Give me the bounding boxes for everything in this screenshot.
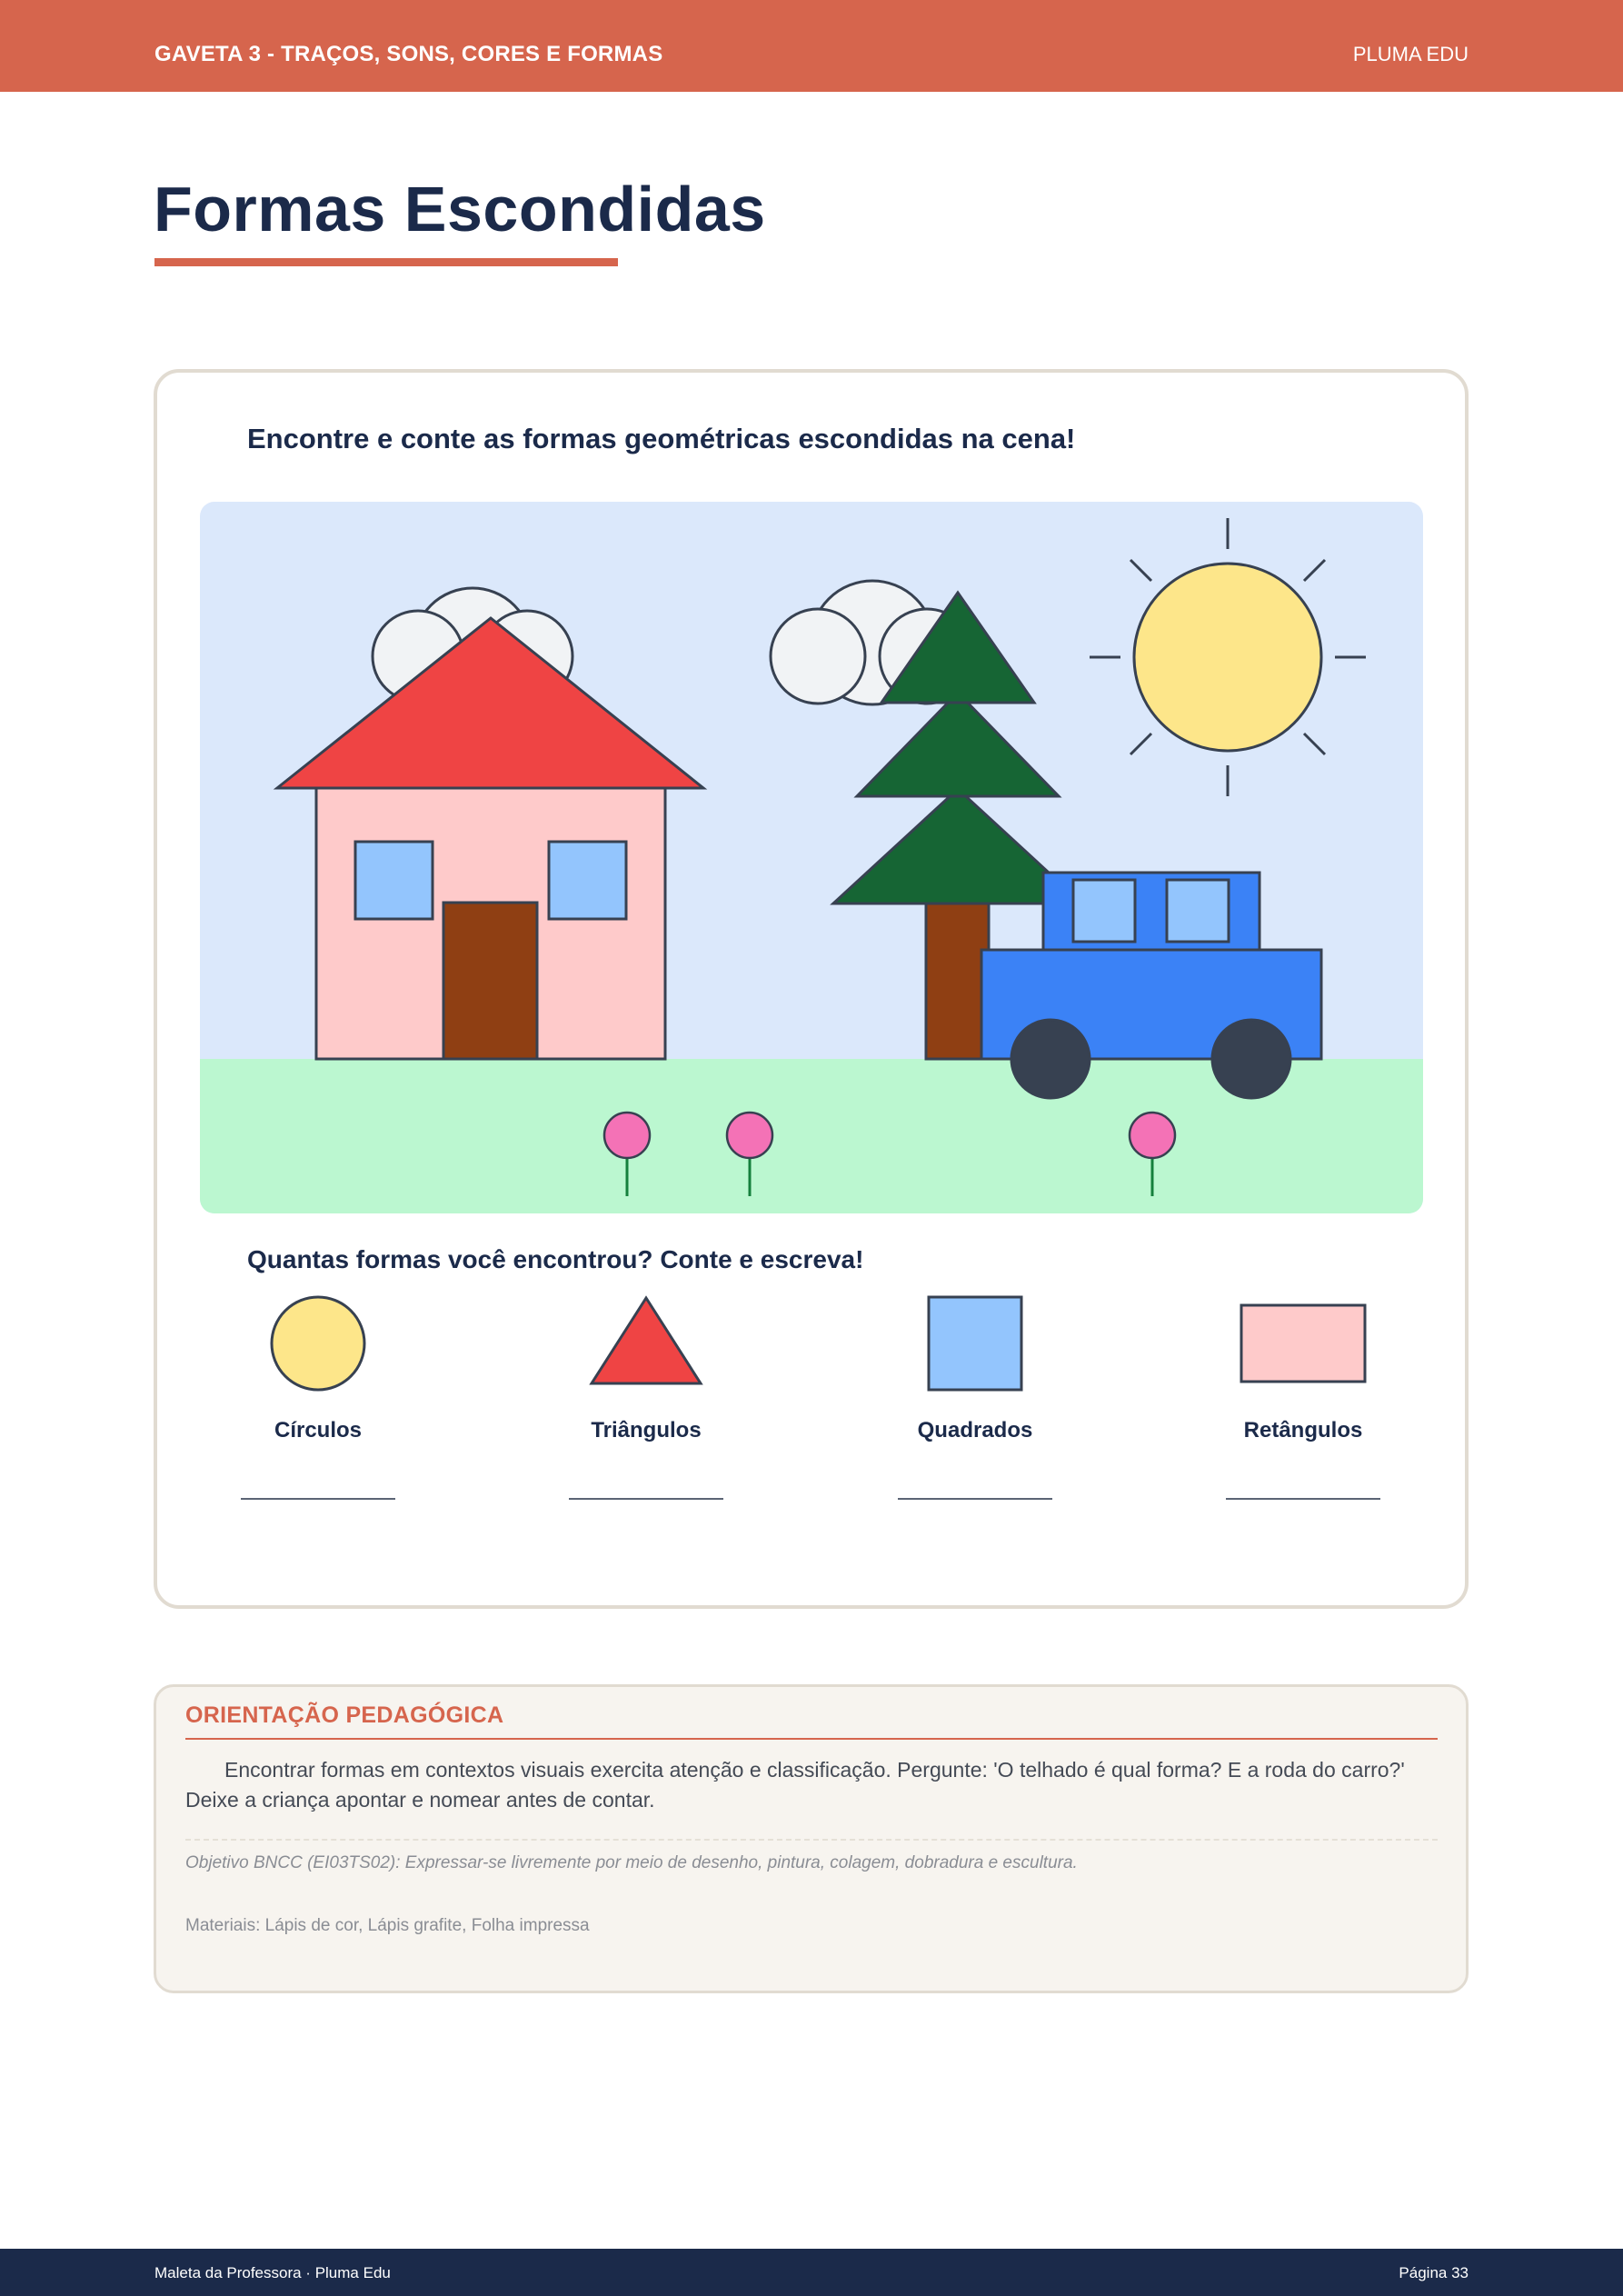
flower-3: [1130, 1113, 1175, 1158]
answer-line-squares[interactable]: [898, 1498, 1052, 1500]
shape-label-circles: Círculos: [274, 1418, 363, 1442]
guidance-divider: [185, 1738, 1438, 1740]
count-prompt: Quantas formas você encontrou? Conte e escreva!: [247, 1245, 864, 1273]
brand-label: PLUMA EDU: [1352, 43, 1469, 65]
answer-line-rectangles[interactable]: [1226, 1498, 1380, 1500]
triangle-shape-icon: [510, 1291, 782, 1409]
square-shape-icon: [839, 1291, 1111, 1409]
page-title: Formas Escondidas: [154, 174, 766, 245]
guidance-dashed-divider: [185, 1839, 1438, 1841]
materials-list: Materiais: Lápis de cor, Lápis grafite, Folha impressa: [185, 1916, 590, 1935]
shape-label-squares: Quadrados: [917, 1418, 1033, 1442]
tree-trunk: [926, 903, 989, 1059]
car-wheel-left: [1011, 1020, 1090, 1098]
shape-label-triangles: Triângulos: [591, 1418, 702, 1442]
circle-shape-icon: [182, 1291, 454, 1409]
footer-bar: [0, 2249, 1623, 2296]
hidden-shapes-scene: [200, 502, 1423, 1213]
answer-line-circles[interactable]: [241, 1498, 395, 1500]
car-window-left: [1073, 880, 1135, 942]
answer-line-triangles[interactable]: [569, 1498, 723, 1500]
flower-2: [727, 1113, 772, 1158]
title-underline: [154, 258, 618, 266]
flower-1: [604, 1113, 650, 1158]
guidance-title: ORIENTAÇÃO PEDAGÓGICA: [185, 1702, 504, 1728]
house-window-left: [355, 842, 433, 919]
shape-count-squares: [839, 1291, 1111, 1509]
shape-label-rectangles: Retângulos: [1243, 1418, 1363, 1442]
guidance-text: Encontrar formas em contextos visuais exercita atenção e classificação. Pergunte: 'O telhado é qual forma? E a roda do carro?' Deixe a criança apontar e nomear antes de contar.: [185, 1758, 1405, 1812]
footer-credit: Maleta da Professora · Pluma Edu: [154, 2264, 391, 2281]
shape-count-rectangles: [1167, 1291, 1439, 1509]
house-door: [443, 903, 537, 1059]
activity-instruction: Encontre e conte as formas geométricas escondidas na cena!: [247, 423, 1076, 454]
rectangle-shape-icon: [1167, 1291, 1439, 1409]
car-window-right: [1167, 880, 1229, 942]
section-label: GAVETA 3 - TRAÇOS, SONS, CORES E FORMAS: [154, 42, 663, 66]
car-wheel-right: [1212, 1020, 1290, 1098]
house-window-right: [549, 842, 626, 919]
shape-count-circles: [182, 1291, 454, 1509]
page-number: Página 33: [1399, 2264, 1469, 2281]
bncc-objective: Objetivo BNCC (EI03TS02): Expressar-se livremente por meio de desenho, pintura, colagem, dobradura e escultura.: [185, 1853, 1078, 1872]
shape-count-triangles: [510, 1291, 782, 1509]
header-bar: [0, 0, 1623, 92]
